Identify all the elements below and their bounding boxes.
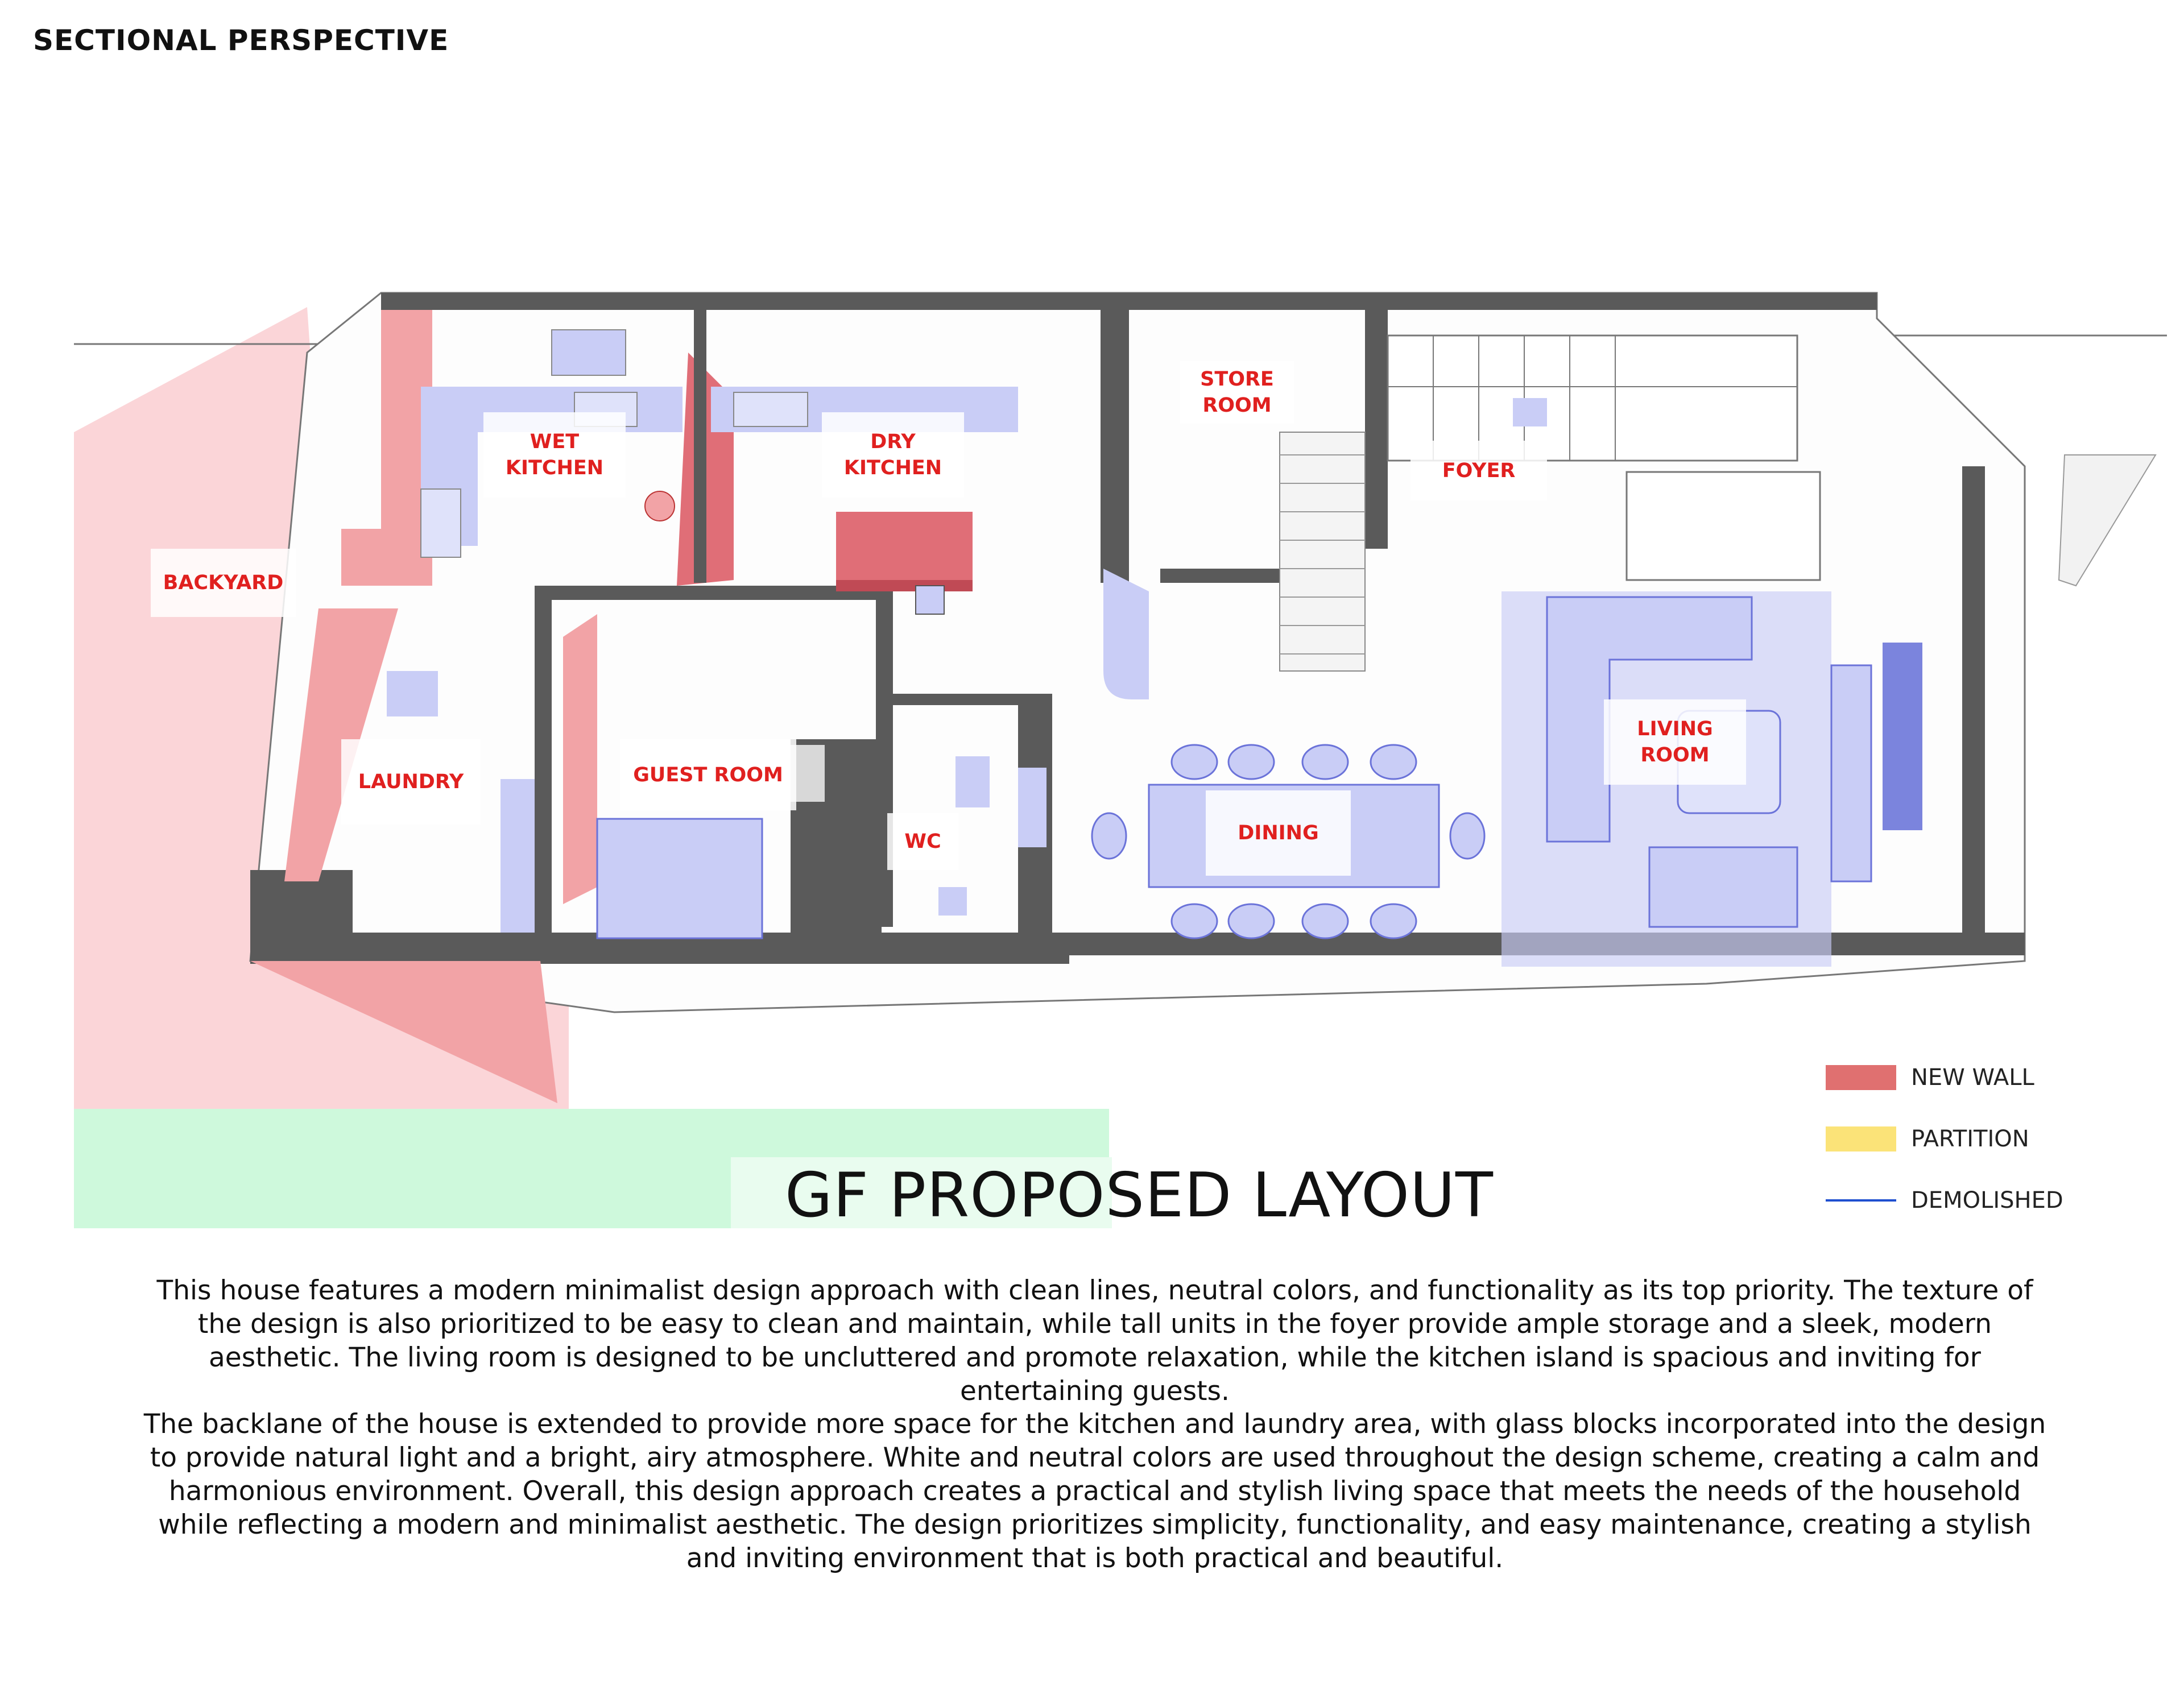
living-bench — [1627, 472, 1820, 580]
legend-label: NEW WALL — [1911, 1064, 2034, 1091]
wall-right — [1962, 466, 1985, 950]
wall-wc-top — [879, 694, 1049, 705]
legend-label: DEMOLISHED — [1911, 1187, 2063, 1213]
wall-store-bottom — [1160, 569, 1280, 583]
exterior-beam — [2059, 455, 2156, 586]
kitchen-island-front — [836, 580, 973, 591]
description-paragraph-2: The backlane of the house is extended to provide more space for the kitchen and laundry area, with glass blocks incorporated into the design to provide natural light and a bright, airy atmosphere. White and neutral colors are used throughout the design scheme, creating a calm and harmonious environment. Overall, this design approach creates a practical and stylish living space that meets the needs of the household while reflecting a modern and minimalist aesthetic. The design prioritizes simplicity, functionality, and easy maintenance, creating a stylish and inviting environment that is both practical and beautiful. — [143, 1409, 2046, 1574]
tv-screen — [1883, 643, 1922, 830]
room-label-backyard: BACKYARD — [151, 549, 296, 617]
legend-swatch-new-wall — [1826, 1065, 1896, 1090]
legend-swatch-partition — [1826, 1126, 1896, 1151]
room-label-wc: WC — [887, 813, 958, 870]
wall-top — [381, 293, 1877, 310]
wet-kitchen-stool — [645, 491, 675, 521]
room-label-foyer: FOYER — [1410, 441, 1547, 500]
room-label-dining: DINING — [1206, 790, 1351, 876]
kitchen-island — [836, 512, 973, 580]
legend-partition — [1826, 1126, 2029, 1152]
wet-kitchen-hood — [552, 330, 626, 375]
room-label-store-room: STORE ROOM — [1180, 361, 1294, 424]
dry-kitchen-sink — [734, 392, 808, 426]
legend-label: PARTITION — [1911, 1126, 2029, 1152]
wall-kitchen-divider — [694, 310, 706, 583]
room-label-wet-kitchen: WET KITCHEN — [483, 412, 626, 498]
wall-guest-left — [535, 586, 552, 950]
room-label-laundry: LAUNDRY — [341, 739, 481, 825]
wall-foyer-left — [1365, 310, 1388, 549]
room-label-dry-kitchen: DRY KITCHEN — [822, 412, 964, 498]
laundry-appliance — [387, 671, 438, 716]
room-label-living-room: LIVING ROOM — [1604, 699, 1746, 785]
living-armchair — [1649, 847, 1797, 927]
room-label-guest-room: GUEST ROOM — [620, 739, 796, 810]
wc-counter — [956, 756, 990, 807]
new-wall-guest — [563, 614, 597, 904]
staircase — [1280, 432, 1365, 671]
header-title: SECTIONAL PERSPECTIVE — [33, 24, 449, 57]
wc-cabinet — [1018, 768, 1046, 847]
legend-demolished — [1826, 1187, 2063, 1213]
layout-title: GF PROPOSED LAYOUT — [785, 1160, 1494, 1231]
laundry-cabinet — [500, 779, 535, 933]
guest-bed — [597, 819, 762, 938]
curved-wall — [1103, 569, 1149, 699]
wc-toilet — [938, 887, 967, 916]
tv-console — [1831, 665, 1871, 881]
description-paragraph-1: This house features a modern minimalist design approach with clean lines, neutral colors, and functionality as its top priority. The texture of the design is also prioritized to be easy to clean and maintain, while tall units in the foyer provide ample storage and a sleek, modern aesthetic. The living room is designed to be uncluttered and promote relaxation, while the kitchen island is spacious and inviting for entertaining guests. — [156, 1275, 2033, 1407]
island-chair — [916, 586, 944, 614]
legend-line-demolished — [1826, 1199, 1896, 1202]
wet-kitchen-sink — [421, 489, 461, 557]
wall-store-left — [1101, 310, 1129, 583]
legend-new-wall — [1826, 1064, 2034, 1091]
